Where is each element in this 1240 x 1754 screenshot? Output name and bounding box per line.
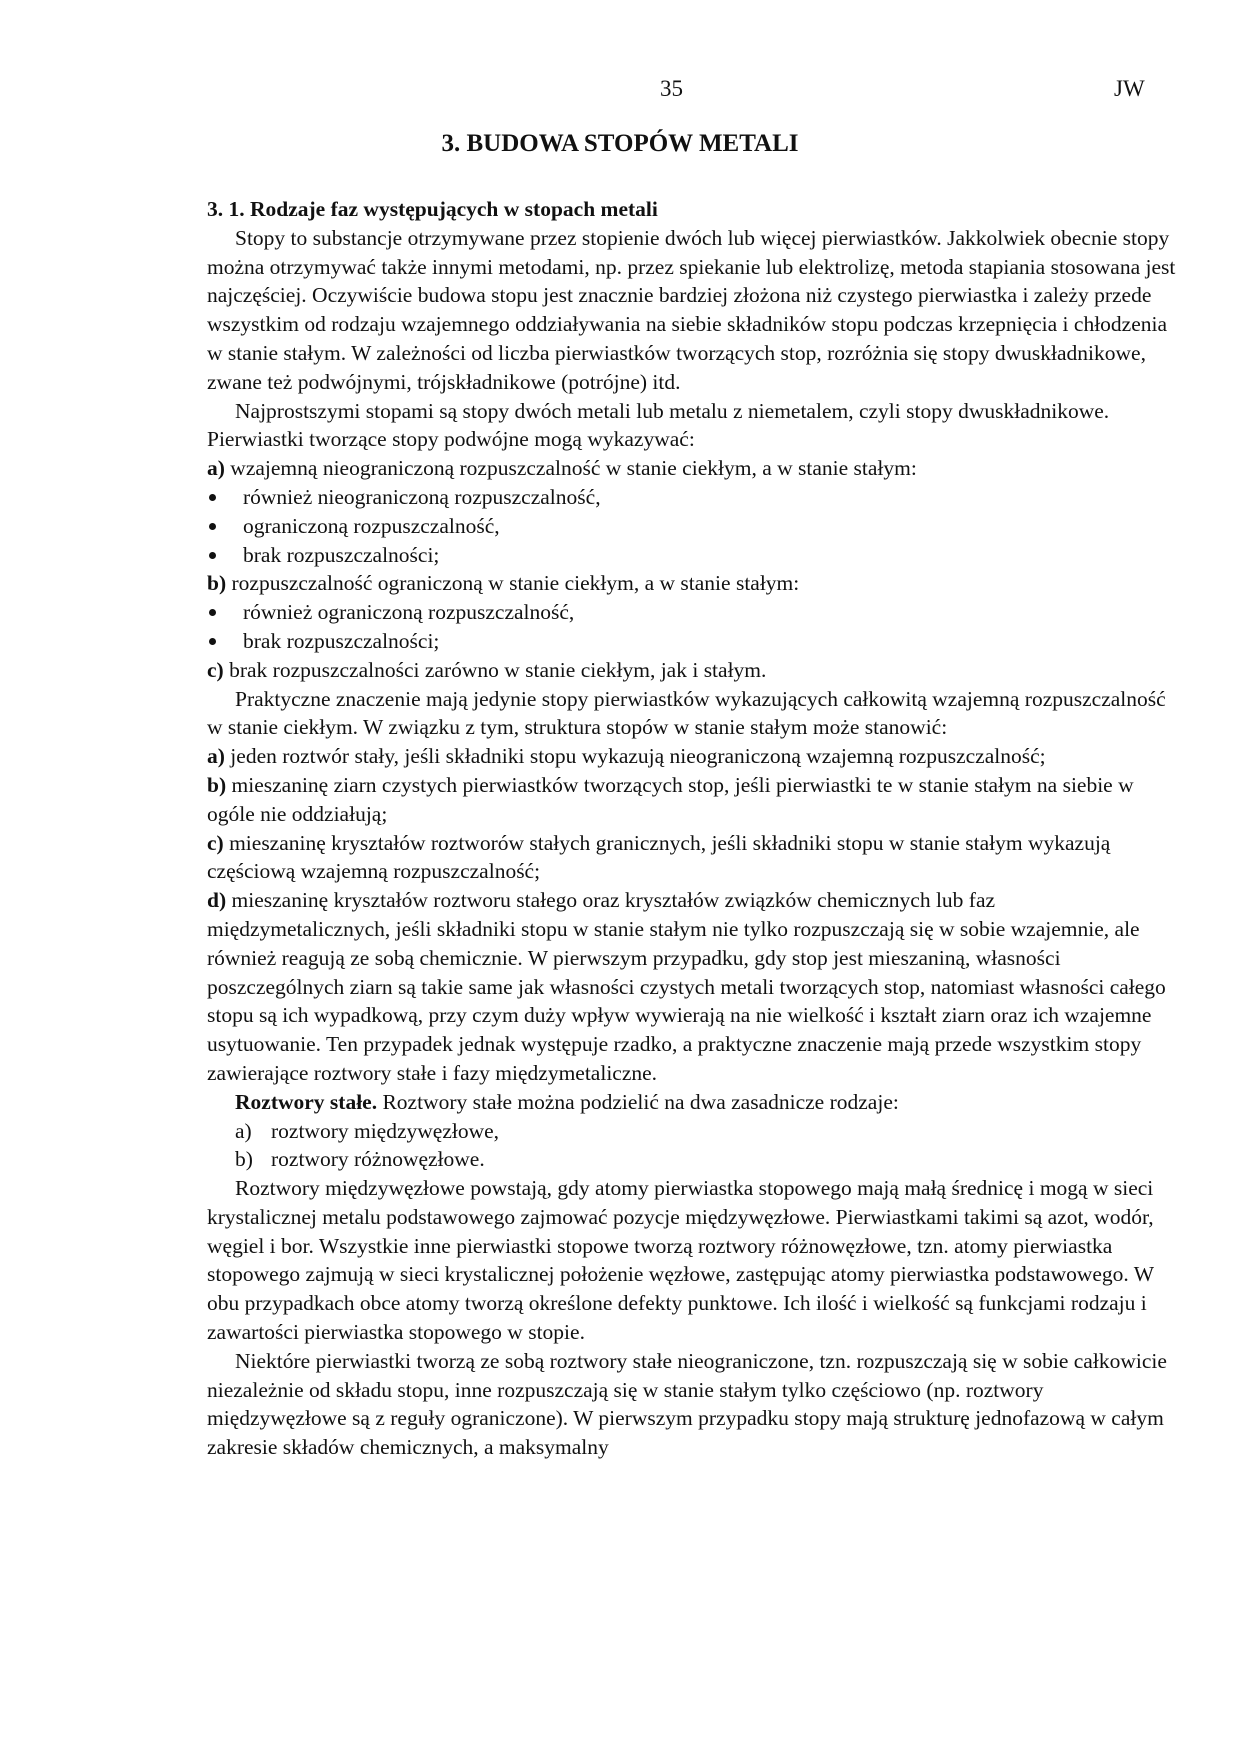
list2-d-text: mieszaninę kryształów roztworu stałego oraz kryształów związków chemicznych lub faz międzymetalicznych, jeśli składniki stopu w stanie stałym nie tylko rozpuszczają się w sobie wzajemnie, ale również reagują ze sobą chemicznie. W pierwszym przypadku, gdy stop jest mieszaniną, własności poszczególnych ziarn są takie same jak własności czystych metali tworzących stop, natomiast własności całego stopu są ich wypadkową, przy czym duży wpływ wywierają na nie wielkość i kształt ziarn oraz ich wzajemne usytuowanie. Ten przypadek jednak występuje rzadko, a praktyczne znaczenie mają przede wszystkim stopy zawierające roztwory stałe i fazy międzymetaliczne. [207, 888, 1166, 1085]
bullet-item: również nieograniczoną rozpuszczalność, [207, 483, 1179, 512]
bullet-item: również ograniczoną rozpuszczalność, [207, 598, 1179, 627]
list2-item-c [207, 829, 1179, 887]
list2-d-label: d) [207, 888, 227, 913]
bullet-item: ograniczoną rozpuszczalność, [207, 512, 1179, 541]
list1-c-text: brak rozpuszczalności zarówno w stanie ciekłym, jak i stałym. [223, 657, 767, 682]
page-number: 35 [660, 76, 683, 101]
list2-b-label: b) [207, 772, 227, 797]
list1-b-bullets [207, 598, 1179, 656]
list2-c-label: c) [207, 830, 224, 855]
list1-item-b [207, 569, 1179, 598]
list1-a-bullets [207, 483, 1179, 569]
paragraph-intro: Stopy to substancje otrzymywane przez stopienie dwóch lub więcej pierwiastków. Jakkolwiek obecnie stopy można otrzymywać także innymi metodami, np. przez spiekanie lub elektrolizę, metoda stapiania stosowana jest najczęściej. Oczywiście budowa stopu jest znacznie bardziej złożona niż czystego pierwiastka i zależy przede wszystkim od rodzaju wzajemnego oddziaływania na siebie składników stopu podczas krzepnięcia i chłodzenia w stanie stałym. W zależności od liczba pierwiastków tworzących stop, rozróżnia się stopy dwuskładnikowe, zwane też podwójnymi, trójskładnikowe (potrójne) itd. [207, 225, 1176, 394]
paragraph-practical: Praktyczne znaczenie mają jedynie stopy pierwiastków wykazujących całkowitą wzajemną rozpuszczalność w stanie ciekłym. W związku z tym, struktura stopów w stanie stałym może stanowić: [207, 686, 1166, 740]
header-initials: JW [1114, 76, 1145, 101]
paragraph-solid-solutions [207, 1088, 1179, 1117]
document-body [207, 195, 1179, 1462]
type-text: roztwory różnowęzłowe. [271, 1147, 485, 1172]
type-label: b) [235, 1147, 253, 1172]
bullet-item: brak rozpuszczalności; [207, 627, 1179, 656]
list1-b-label: b) [207, 571, 227, 596]
list1-b-text: rozpuszczalność ograniczoną w stanie ciekłym, a w stanie stałym: [226, 571, 800, 596]
list2-a-label: a) [207, 744, 225, 769]
type-label: a) [235, 1118, 252, 1143]
chapter-title: 3. BUDOWA STOPÓW METALI [441, 130, 799, 157]
list1-item-c [207, 656, 1179, 685]
section-title: 3. 1. Rodzaje faz występujących w stopach metali [207, 197, 658, 221]
paragraph-unlimited: Niektóre pierwiastki tworzą ze sobą roztwory stałe nieograniczone, tzn. rozpuszczają się w sobie całkowicie niezależnie od składu stopu, inne rozpuszczają się w stanie stałym tylko częściowo (np. roztwory międzywęzłowe są z reguły ograniczone). W pierwszym przypadku stopy mają strukturę jednofazową w całym zakresie składów chemicznych, a maksymalny [207, 1348, 1167, 1460]
list2-b-text: mieszaninę ziarn czystych pierwiastków tworzących stop, jeśli pierwiastki te w stanie stałym na siebie w ogóle nie oddziałują; [207, 772, 1134, 826]
list2-a-text: jeden roztwór stały, jeśli składniki stopu wykazują nieograniczoną wzajemną rozpuszczalność; [224, 744, 1046, 769]
list2-item-d [207, 886, 1179, 1088]
solid-solutions-heading: Roztwory stałe. [235, 1089, 378, 1114]
type-text: roztwory międzywęzłowe, [271, 1118, 500, 1143]
list1-a-text: wzajemną nieograniczoną rozpuszczalność w stanie ciekłym, a w stanie stałym: [224, 456, 917, 481]
list1-a-label: a) [207, 456, 225, 481]
bullet-item: brak rozpuszczalności; [207, 541, 1179, 570]
paragraph-interstitial: Roztwory międzywęzłowe powstają, gdy atomy pierwiastka stopowego mają małą średnicę i mogą w sieci krystalicznej metalu podstawowego zajmować pozycje międzywęzłowe. Pierwiastkami takimi są azot, wodór, węgiel i bor. Wszystkie inne pierwiastki stopowe tworzą roztwory różnowęzłowe, tzn. atomy pierwiastka stopowego zajmują w sieci krystalicznej położenie węzłowe, zastępując atomy pierwiastka podstawowego. W obu przypadkach obce atomy tworzą określone defekty punktowe. Ich ilość i wielkość są funkcjami rodzaju i zawartości pierwiastka stopowego w stopie. [207, 1176, 1154, 1345]
list2-c-text: mieszaninę kryształów roztworów stałych granicznych, jeśli składniki stopu w stanie stałym wykazują częściową wzajemną rozpuszczalność; [207, 830, 1111, 884]
list2-item-a [207, 742, 1179, 771]
list2-item-b [207, 771, 1179, 829]
list1-item-a [207, 454, 1179, 483]
solid-solutions-text: Roztwory stałe można podzielić na dwa zasadnicze rodzaje: [377, 1089, 899, 1114]
list-item [207, 1145, 1179, 1174]
list1-c-label: c) [207, 657, 224, 682]
list-item [207, 1117, 1179, 1146]
paragraph-binary-alloys: Najprostszymi stopami są stopy dwóch metali lub metalu z niemetalem, czyli stopy dwuskładnikowe. Pierwiastki tworzące stopy podwójne mogą wykazywać: [207, 398, 1110, 452]
